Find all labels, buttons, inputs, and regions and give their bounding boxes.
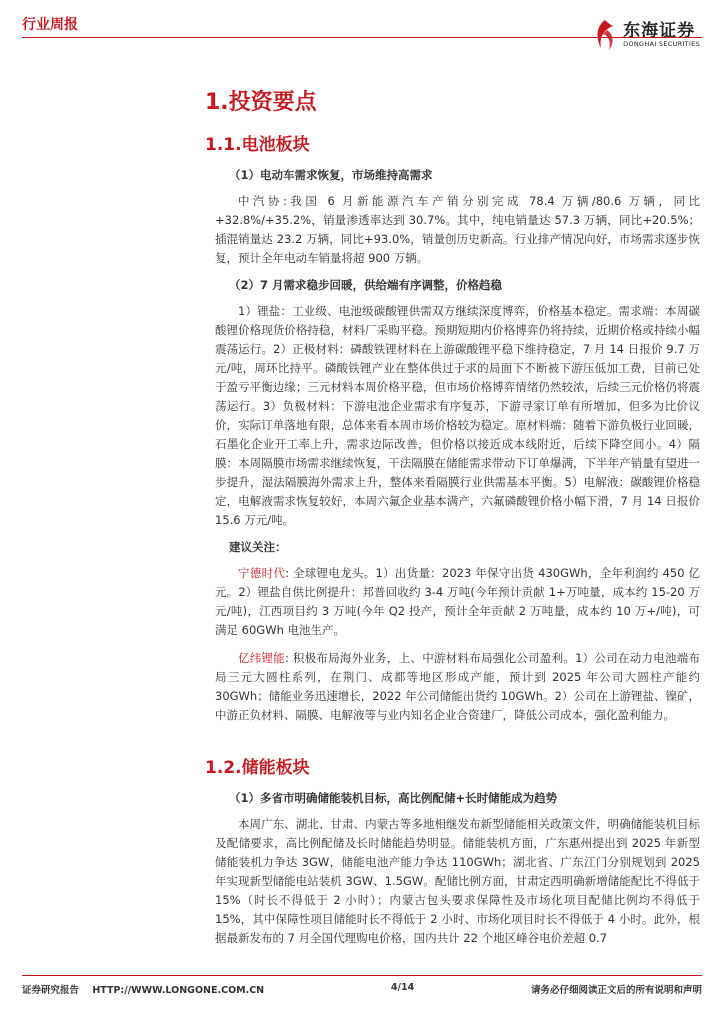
subheading-storage-targets: （1）多省市明确储能装机目标，高比例配储+长时储能成为趋势 [229, 791, 558, 805]
logo-chinese-name: 东海证券 [623, 21, 696, 41]
footer-report-label: 证券研究报告 [22, 985, 80, 996]
paragraph-materials: 1）锂盐：工业级、电池级碳酸锂供需双方继续深度博弈，价格基本稳定。需求端：本周碳酸锂价格现货价格持稳，材料厂采购平稳。预期短期内价格博弈仍将持续，近期价格或持续小幅震荡运行。2）正极材料：磷酸铁锂材料在上游碳酸锂平稳下维持稳定，7 月 14 日报价 9.7 万元/吨，周环比持平。磷酸铁锂产业在整体供过于求的局面下不断被下游压低加工费，目前已处于盈亏平衡边缘；三元材料本周价格平稳，但市场价格博弈情绪仍然较浓，后续三元价格仍将震荡运行。3）负极材料：下游电池企业需求有序复苏，下游寻家订单有所增加，但多为比价议价，实际订单落地有限，总体来看本周市场价格较为稳定。原材料端：随着下游负极行业回暖，石墨化企业开工率上升，需求边际改善，但价格以接近成本线附近，后续下降空间小。4）隔膜：本周隔膜市场需求继续恢复，干法隔膜在储能需求带动下订单爆满，下半年产销量有望进一步提升，湿法隔膜海外需求上升，整体来看隔膜行业供需基本平衡。5）电解液：碳酸锂价格稳定，电解液需求恢复较好，本周六氟企业基本满产，六氟磷酸锂价格小幅下滑，7 月 14 日报价 15.6 万元/吨。 [215, 304, 700, 527]
page-number: 4/14 [390, 982, 415, 993]
company-name-eve: 亿纬锂能 [238, 651, 286, 665]
footer-website-link[interactable]: HTTP://WWW.LONGONE.COM.CN [92, 985, 265, 996]
company-logo [591, 18, 700, 52]
donghai-logo-icon [591, 18, 619, 52]
page-footer [22, 982, 702, 996]
footer-divider [22, 975, 702, 976]
main-content [205, 85, 701, 957]
heading-investment-points: 1.投资要点 [205, 90, 317, 115]
company-text-eve: : 积极布局海外业务，上、中游材料布局强化公司盈利。1）公司在动力电池端布局三元大圆柱系列，在荆门、成都等地区形成产能，预计到 2025 年公司大圆柱产能约 30GWh；储能业务迅速增长，2022 年公司储能出货约 10GWh。2）公司在上游锂盐、镍矿，中游正负材料、隔膜、电解液等与业内知名企业合资建厂，降低公司成本，强化盈利能力。 [215, 651, 701, 722]
heading-storage-sector: 1.2.储能板块 [205, 758, 310, 778]
report-type-tag: 行业周报 [22, 17, 78, 33]
company-name-catl: 宁德时代 [238, 566, 286, 580]
paragraph-ev-sales: 中汽协:我国 6 月新能源汽车产销分别完成 78.4 万辆/80.6 万辆，同比+32.8%/+35.2%，销量渗透率达到 30.7%。其中，纯电销量达 57.3 万辆，同比+20.5%；插混销量达 23.2 万辆，同比+93.0%，销量创历史新高。行业排产情况向好，市场需求逐步恢复，预计全年电动车销量将超 900 万辆。 [215, 194, 700, 265]
recommendation-label: 建议关注： [229, 540, 287, 554]
heading-battery-sector: 1.1.电池板块 [205, 135, 310, 155]
subheading-july-demand: （2）7 月需求稳步回暖，供给端有序调整，价格趋稳 [229, 278, 503, 292]
logo-english-name: DONGHAI SECURITIES [623, 40, 700, 48]
company-catl [215, 564, 700, 640]
company-text-catl: : 全球锂电龙头。1）出货量：2023 年保守出货 430GWh，全年利润约 450 亿元。2）锂盐自供比例提升：邦普回收约 3-4 万吨(今年预计贡献 1+万吨量，成本约 15-20 万元/吨)，江西项目约 3 万吨(今年 Q2 投产，预计全年贡献 2 万吨量，成本约 10 万+/吨)，可满足 60GWh 电池生产。 [215, 566, 701, 637]
company-eve [215, 649, 700, 725]
footer-disclaimer: 请务必仔细阅读正文后的所有说明和声明 [530, 985, 702, 996]
subheading-ev-demand: （1）电动车需求恢复，市场维持高需求 [229, 168, 433, 182]
header-divider [22, 37, 702, 38]
paragraph-storage-policy: 本周广东、湖北、甘肃、内蒙古等多地相继发布新型储能相关政策文件，明确储能装机目标及配储要求，高比例配储及长时储能趋势明显。储能装机方面，广东惠州提出到 2025 年新型储能装机力争达 3GW，储能电池产能力争达 110GWh；湖北省、广东江门分别规划到 2025 年实现新型储能电站装机 3GW、1.5GW。配储比例方面，甘肃定西明确新增储能配比不得低于 15%（时长不得低于 2 小时）；内蒙古包头要求保障性及市场化项目配储比例均不得低于 15%，其中保障性项目储能时长不得低于 2 小时、市场化项目时长不得低于 4 小时。此外，根据最新发布的 7 月全国代理购电价格，国内共计 22 个地区峰谷电价差超 0.7 [215, 817, 700, 945]
